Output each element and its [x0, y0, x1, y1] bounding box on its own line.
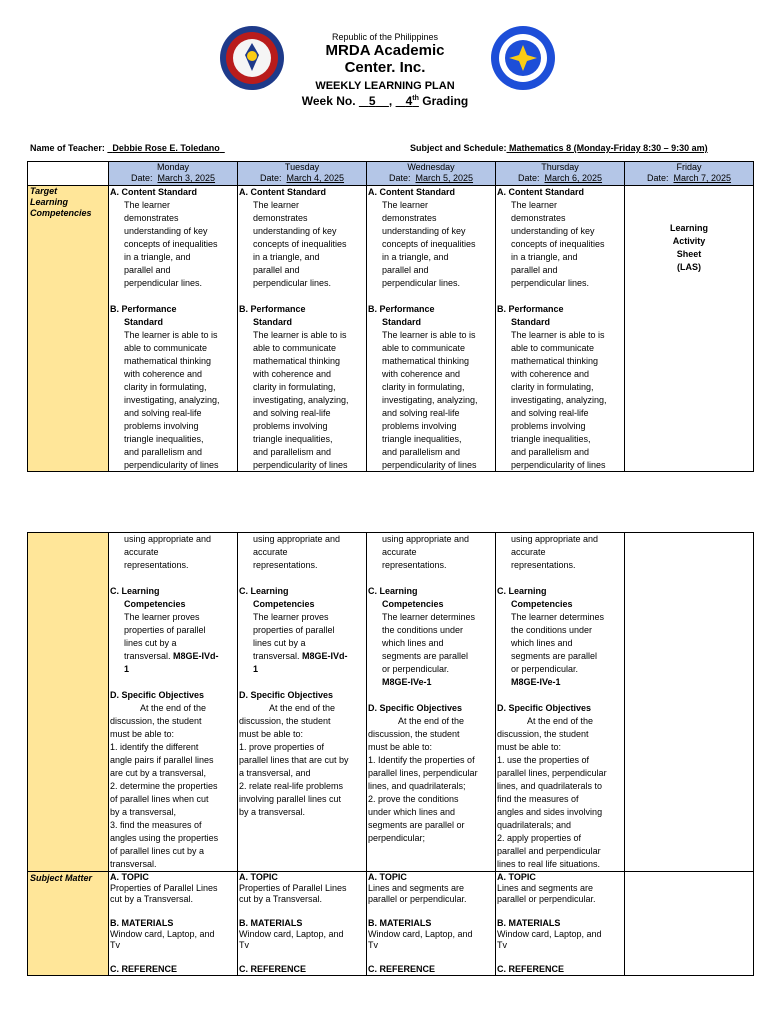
performance-standard-line: with coherence and — [253, 369, 332, 379]
competency-line: transversal. — [124, 651, 171, 661]
performance-standard-line: The learner is able to is — [124, 330, 218, 340]
content-standard-line: in a triangle, and — [124, 252, 191, 262]
objective-line: parallel lines that are cut by — [239, 755, 349, 765]
standards-cell-wednesday — [367, 186, 496, 472]
row-label-subject-matter: Subject Matter — [28, 872, 109, 976]
performance-standard-line: mathematical thinking — [124, 356, 212, 366]
performance-standard-line: and parallelism and — [511, 447, 590, 457]
school-name-line2: Center. Inc. — [344, 59, 426, 76]
objective-line: under which lines and — [368, 807, 456, 817]
performance-standard-line: clarity in formulating, — [382, 382, 465, 392]
performance-standard-line: triangle inequalities, — [511, 434, 591, 444]
standards-cell-monday — [109, 186, 238, 472]
competency-line: properties of parallel — [124, 625, 206, 635]
reference-heading: C. REFERENCE — [368, 964, 436, 974]
competency-line: The learner proves — [253, 612, 329, 622]
performance-standard-heading: Standard — [253, 317, 293, 327]
performance-standard-line: using appropriate and — [124, 534, 212, 544]
objective-line: parallel lines, perpendicular — [497, 768, 607, 778]
content-standard-line: concepts of inequalities — [124, 239, 218, 249]
content-standard-line: understanding of key — [382, 226, 466, 236]
topic-heading: A. TOPIC — [368, 872, 407, 882]
performance-standard-line: representations. — [382, 560, 447, 570]
objective-line: are cut by a transversal, — [110, 768, 207, 778]
performance-standard-line: The learner is able to is — [382, 330, 476, 340]
competency-code: M8GE-IVe-1 — [511, 677, 561, 687]
week-prefix: Week No. — [301, 94, 356, 108]
materials-line: Tv — [368, 940, 378, 950]
objective-line: angle pairs if parallel lines — [110, 755, 214, 765]
performance-standard-line: and parallelism and — [124, 447, 203, 457]
content-standard-line: demonstrates — [253, 213, 308, 223]
objective-line: lines, and quadrilaterals; — [368, 781, 466, 791]
teacher-name: Debbie Rose E. Toledano — [112, 143, 220, 153]
content-standard-line: understanding of key — [124, 226, 208, 236]
objective-line: by a transversal, — [110, 807, 177, 817]
objectives-intro: must be able to: — [497, 742, 562, 752]
objective-line: of parallel lines cut by a — [110, 846, 205, 856]
objectives-intro: discussion, the student — [497, 729, 589, 739]
specific-objectives-heading: D. Specific Objectives — [110, 690, 205, 700]
subject-label: Subject and Schedule: — [410, 143, 507, 153]
objective-line: angles using the properties — [110, 833, 219, 843]
document-header — [0, 24, 768, 124]
competency-line: transversal. — [253, 651, 300, 661]
day-header-thursday: Thursday Date: March 6, 2025 — [496, 162, 625, 186]
subject-matter-cell-tuesday — [238, 872, 367, 976]
topic-line: Lines and segments are — [497, 883, 594, 893]
objective-line: involving parallel lines cut — [239, 794, 342, 804]
content-standard-line: The learner — [382, 200, 429, 210]
competency-line: properties of parallel — [253, 625, 335, 635]
content-standard-heading: A. Content Standard — [239, 187, 326, 197]
performance-standard-line: The learner is able to is — [511, 330, 605, 340]
objectives-intro: must be able to: — [239, 729, 304, 739]
school-seal-icon — [219, 25, 285, 91]
objectives-intro: discussion, the student — [110, 716, 202, 726]
performance-standard-heading: Standard — [124, 317, 164, 327]
topic-heading: A. TOPIC — [239, 872, 278, 882]
competency-line: lines cut by a — [253, 638, 306, 648]
objectives-intro: must be able to: — [368, 742, 433, 752]
objective-line: by a transversal. — [239, 807, 306, 817]
materials-heading: B. MATERIALS — [497, 918, 561, 928]
weekly-plan-table-part1 — [27, 161, 754, 472]
content-standard-line: concepts of inequalities — [382, 239, 476, 249]
performance-standard-heading: B. Performance — [368, 304, 435, 314]
content-standard-line: understanding of key — [253, 226, 337, 236]
performance-standard-line: able to communicate — [511, 343, 595, 353]
objectives-intro: At the end of the — [398, 716, 465, 726]
performance-standard-line: and parallelism and — [253, 447, 332, 457]
content-standard-line: perpendicular lines. — [511, 278, 590, 288]
republic-line: Republic of the Philippines — [331, 32, 439, 42]
content-standard-line: parallel and — [382, 265, 429, 275]
objective-line: 2. determine the properties — [110, 781, 218, 791]
learning-competencies-heading: C. Learning — [368, 586, 418, 596]
competency-line: which lines and — [382, 638, 444, 648]
competency-line: or perpendicular. — [382, 664, 450, 674]
performance-standard-line: mathematical thinking — [382, 356, 470, 366]
objective-line: lines to real life situations. — [497, 859, 601, 869]
materials-line: Window card, Laptop, and — [239, 929, 344, 939]
day-header-monday: Monday Date: March 3, 2025 — [109, 162, 238, 186]
learning-competencies-heading: Competencies — [253, 599, 315, 609]
topic-heading: A. TOPIC — [110, 872, 149, 882]
objective-line: 1. Identify the properties of — [368, 755, 475, 765]
objective-line: angles and sides involving — [497, 807, 603, 817]
objectives-intro: At the end of the — [269, 703, 336, 713]
day-header-friday: Friday Date: March 7, 2025 — [625, 162, 754, 186]
objectives-intro: discussion, the student — [368, 729, 460, 739]
topic-line: Properties of Parallel Lines — [239, 883, 347, 893]
day-header-wednesday: Wednesday Date: March 5, 2025 — [367, 162, 496, 186]
performance-standard-line: using appropriate and — [382, 534, 470, 544]
school-name — [290, 42, 480, 76]
objective-line: lines, and quadrilaterals to — [497, 781, 603, 791]
competency-line: or perpendicular. — [511, 664, 579, 674]
performance-standard-line: clarity in formulating, — [511, 382, 594, 392]
row-label-target-learning-competencies: Target Learning Competencies — [28, 186, 109, 472]
performance-standard-heading: Standard — [382, 317, 422, 327]
reference-heading: C. REFERENCE — [110, 964, 178, 974]
performance-standard-line: accurate — [253, 547, 288, 557]
empty-cell-friday — [625, 533, 754, 872]
content-standard-line: demonstrates — [511, 213, 566, 223]
performance-standard-line: able to communicate — [382, 343, 466, 353]
specific-objectives-heading: D. Specific Objectives — [368, 703, 463, 713]
competency-line: the conditions under — [511, 625, 593, 635]
plan-title: WEEKLY LEARNING PLAN — [315, 80, 455, 92]
content-standard-line: The learner — [124, 200, 171, 210]
content-standard-heading: A. Content Standard — [497, 187, 584, 197]
objective-line: 2. prove the conditions — [368, 794, 459, 804]
weekly-plan-table-part2 — [27, 532, 754, 976]
subject-matter-cell-monday — [109, 872, 238, 976]
objective-line: find the measures of — [497, 794, 579, 804]
standards-cell-thursday — [496, 186, 625, 472]
content-standard-line: The learner — [253, 200, 300, 210]
performance-standard-line: with coherence and — [124, 369, 203, 379]
performance-standard-line: clarity in formulating, — [124, 382, 207, 392]
competency-code: 1 — [124, 664, 130, 674]
content-standard-line: concepts of inequalities — [511, 239, 605, 249]
performance-standard-line: triangle inequalities, — [253, 434, 333, 444]
grading-number: 4 — [405, 94, 413, 108]
content-standard-line: in a triangle, and — [382, 252, 449, 262]
performance-standard-line: and solving real-life — [511, 408, 589, 418]
competencies-cell-tuesday — [238, 533, 367, 872]
competencies-cell-wednesday — [367, 533, 496, 872]
specific-objectives-heading: D. Specific Objectives — [497, 703, 592, 713]
performance-standard-line: investigating, analyzing, — [382, 395, 478, 405]
materials-line: Window card, Laptop, and — [110, 929, 215, 939]
performance-standard-line: perpendicularity of lines — [511, 460, 606, 470]
deped-seal-icon — [490, 25, 556, 91]
content-standard-line: perpendicular lines. — [124, 278, 203, 288]
performance-standard-line: representations. — [124, 560, 189, 570]
performance-standard-line: with coherence and — [382, 369, 461, 379]
objective-line: perpendicular; — [368, 833, 426, 843]
performance-standard-line: mathematical thinking — [511, 356, 599, 366]
performance-standard-heading: Standard — [511, 317, 551, 327]
content-standard-line: in a triangle, and — [511, 252, 578, 262]
performance-standard-line: representations. — [511, 560, 576, 570]
materials-line: Tv — [110, 940, 120, 950]
performance-standard-line: and solving real-life — [253, 408, 331, 418]
content-standard-line: in a triangle, and — [253, 252, 320, 262]
reference-heading: C. REFERENCE — [497, 964, 565, 974]
content-standard-heading: A. Content Standard — [110, 187, 197, 197]
performance-standard-line: using appropriate and — [253, 534, 341, 544]
materials-heading: B. MATERIALS — [239, 918, 303, 928]
objective-line: 3. find the measures of — [110, 820, 202, 830]
topic-line: Properties of Parallel Lines — [110, 883, 218, 893]
learning-competencies-heading: Competencies — [511, 599, 573, 609]
performance-standard-line: perpendicularity of lines — [382, 460, 477, 470]
school-name-line1: MRDA Academic — [325, 42, 445, 59]
performance-standard-line: The learner is able to is — [253, 330, 347, 340]
performance-standard-line: investigating, analyzing, — [253, 395, 349, 405]
objective-line: 2. apply properties of — [497, 833, 582, 843]
topic-line: Lines and segments are — [368, 883, 465, 893]
materials-heading: B. MATERIALS — [110, 918, 174, 928]
content-standard-line: perpendicular lines. — [382, 278, 461, 288]
objective-line: 1. prove properties of — [239, 742, 325, 752]
objectives-intro: At the end of the — [140, 703, 207, 713]
competency-code: M8GE-IVd- — [302, 651, 348, 661]
las-cell-friday: Learning Activity Sheet (LAS) — [625, 186, 754, 472]
performance-standard-heading: B. Performance — [239, 304, 306, 314]
performance-standard-line: and solving real-life — [124, 408, 202, 418]
performance-standard-line: triangle inequalities, — [124, 434, 204, 444]
subject-matter-cell-wednesday — [367, 872, 496, 976]
topic-heading: A. TOPIC — [497, 872, 536, 882]
content-standard-line: parallel and — [511, 265, 558, 275]
competency-code: M8GE-IVd- — [173, 651, 219, 661]
materials-line: Tv — [239, 940, 249, 950]
competency-line: The learner determines — [511, 612, 605, 622]
performance-standard-line: investigating, analyzing, — [511, 395, 607, 405]
content-standard-line: parallel and — [124, 265, 171, 275]
performance-standard-line: triangle inequalities, — [382, 434, 462, 444]
competency-code: M8GE-IVe-1 — [382, 677, 432, 687]
corner-cell — [28, 162, 109, 186]
week-number: 5 — [368, 94, 376, 108]
grading-suffix: th — [412, 95, 419, 102]
content-standard-line: concepts of inequalities — [253, 239, 347, 249]
content-standard-line: parallel and — [253, 265, 300, 275]
performance-standard-line: accurate — [124, 547, 159, 557]
performance-standard-line: investigating, analyzing, — [124, 395, 220, 405]
competencies-cell-monday — [109, 533, 238, 872]
performance-standard-line: with coherence and — [511, 369, 590, 379]
topic-line: parallel or perpendicular. — [497, 894, 596, 904]
objective-line: transversal. — [110, 859, 157, 869]
content-standard-line: understanding of key — [511, 226, 595, 236]
content-standard-line: The learner — [511, 200, 558, 210]
topic-line: cut by a Transversal. — [239, 894, 323, 904]
performance-standard-line: problems involving — [253, 421, 328, 431]
performance-standard-line: clarity in formulating, — [253, 382, 336, 392]
objective-line: of parallel lines when cut — [110, 794, 209, 804]
objective-line: parallel lines, perpendicular — [368, 768, 478, 778]
learning-competencies-heading: Competencies — [124, 599, 186, 609]
week-line: Week No. 5 , 4th Grading — [301, 94, 469, 108]
materials-line: Tv — [497, 940, 507, 950]
standards-cell-tuesday — [238, 186, 367, 472]
competency-line: which lines and — [511, 638, 573, 648]
day-header-tuesday: Tuesday Date: March 4, 2025 — [238, 162, 367, 186]
competencies-cell-thursday — [496, 533, 625, 872]
teacher-info — [30, 143, 225, 153]
reference-heading: C. REFERENCE — [239, 964, 307, 974]
objective-line: 1. identify the different — [110, 742, 199, 752]
competency-code-line — [239, 650, 365, 663]
performance-standard-line: able to communicate — [124, 343, 208, 353]
performance-standard-line: problems involving — [511, 421, 586, 431]
objective-line: quadrilaterals; and — [497, 820, 572, 830]
performance-standard-line: accurate — [382, 547, 417, 557]
competency-line: The learner proves — [124, 612, 200, 622]
performance-standard-line: problems involving — [124, 421, 199, 431]
competency-line: the conditions under — [382, 625, 464, 635]
performance-standard-line: able to communicate — [253, 343, 337, 353]
learning-competencies-heading: Competencies — [382, 599, 444, 609]
objective-line: parallel and perpendicular — [497, 846, 601, 856]
content-standard-line: perpendicular lines. — [253, 278, 332, 288]
teacher-label: Name of Teacher: — [30, 143, 105, 153]
performance-standard-line: problems involving — [382, 421, 457, 431]
materials-heading: B. MATERIALS — [368, 918, 432, 928]
content-standard-line: demonstrates — [124, 213, 179, 223]
performance-standard-line: accurate — [511, 547, 546, 557]
content-standard-line: demonstrates — [382, 213, 437, 223]
topic-line: parallel or perpendicular. — [368, 894, 467, 904]
learning-competencies-heading: C. Learning — [239, 586, 289, 596]
performance-standard-line: and solving real-life — [382, 408, 460, 418]
row-label-continued — [28, 533, 109, 872]
competency-code: 1 — [253, 664, 259, 674]
specific-objectives-heading: D. Specific Objectives — [239, 690, 334, 700]
subject-info — [410, 143, 708, 153]
objectives-intro: must be able to: — [110, 729, 175, 739]
subject-matter-cell-thursday — [496, 872, 625, 976]
materials-line: Window card, Laptop, and — [497, 929, 602, 939]
objective-line: segments are parallel or — [368, 820, 465, 830]
performance-standard-line: perpendicularity of lines — [124, 460, 219, 470]
competency-line: The learner determines — [382, 612, 476, 622]
competency-line: segments are parallel — [511, 651, 598, 661]
learning-competencies-heading: C. Learning — [110, 586, 160, 596]
competency-line: segments are parallel — [382, 651, 469, 661]
materials-line: Window card, Laptop, and — [368, 929, 473, 939]
learning-competencies-heading: C. Learning — [497, 586, 547, 596]
performance-standard-heading: B. Performance — [497, 304, 564, 314]
performance-standard-line: perpendicularity of lines — [253, 460, 348, 470]
header-text — [290, 24, 480, 108]
performance-standard-line: representations. — [253, 560, 318, 570]
objectives-intro: At the end of the — [527, 716, 594, 726]
content-standard-heading: A. Content Standard — [368, 187, 455, 197]
competency-code-line — [110, 650, 236, 663]
subject-value: Mathematics 8 (Monday-Friday 8:30 – 9:30 am) — [509, 143, 708, 153]
performance-standard-line: using appropriate and — [511, 534, 599, 544]
topic-line: cut by a Transversal. — [110, 894, 194, 904]
competency-line: lines cut by a — [124, 638, 177, 648]
objective-line: a transversal, and — [239, 768, 311, 778]
objectives-intro: discussion, the student — [239, 716, 331, 726]
grading-label: Grading — [422, 94, 469, 108]
objective-line: 1. use the properties of — [497, 755, 590, 765]
objective-line: 2. relate real-life problems — [239, 781, 344, 791]
performance-standard-line: mathematical thinking — [253, 356, 341, 366]
performance-standard-line: and parallelism and — [382, 447, 461, 457]
performance-standard-heading: B. Performance — [110, 304, 177, 314]
empty-subject-cell-friday — [625, 872, 754, 976]
